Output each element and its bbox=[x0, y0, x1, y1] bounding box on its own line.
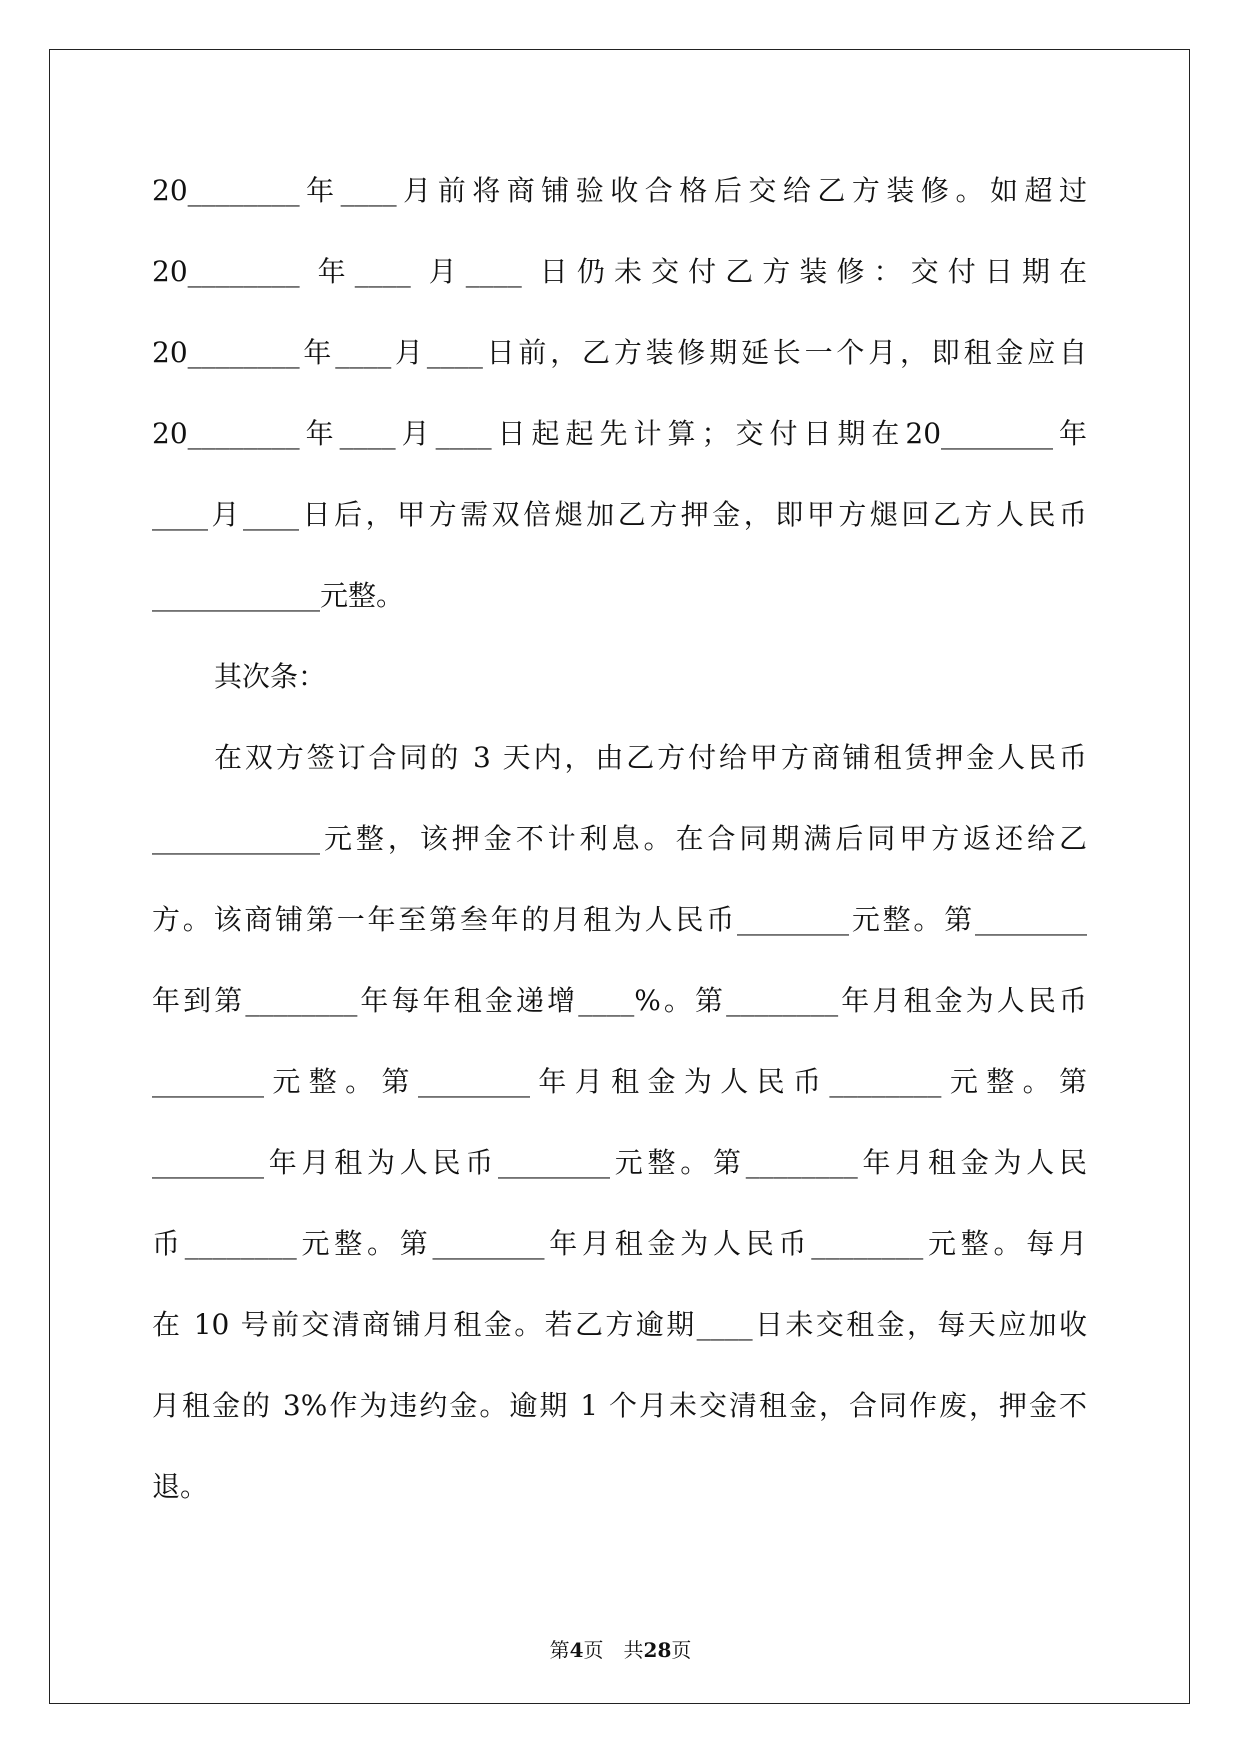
total-pages: 28 bbox=[643, 1638, 672, 1662]
text-line: 20________年____月前将商铺验收合格后交给乙方装修。如超过 bbox=[152, 174, 1087, 207]
page-suffix: 页 bbox=[583, 1638, 604, 1662]
text-line: 币________元整。第________年月租金为人民币________元整。每月 bbox=[152, 1227, 1087, 1260]
page-prefix: 第 bbox=[549, 1638, 570, 1662]
text-line: 在双方签订合同的 3 天内，由乙方付给甲方商铺租赁押金人民币 bbox=[214, 741, 1087, 774]
text-line: ____________元整，该押金不计利息。在合同期满后同甲方返还给乙 bbox=[152, 822, 1087, 855]
text-line: 年到第________年每年租金递增____%。第________年月租金为人民币 bbox=[152, 984, 1087, 1017]
total-suffix: 页 bbox=[671, 1638, 692, 1662]
text-line: 月租金的 3%作为违约金。逾期 1 个月未交清租金，合同作废，押金不 bbox=[152, 1389, 1087, 1422]
text-line: 在 10 号前交清商铺月租金。若乙方逾期____日未交租金，每天应加收 bbox=[152, 1308, 1087, 1341]
document-body bbox=[152, 165, 1087, 1542]
text-line: ________元整。第________年月租金为人民币________元整。第 bbox=[152, 1065, 1087, 1098]
text-line: 20________年____月____日前，乙方装修期延长一个月，即租金应自 bbox=[152, 336, 1087, 369]
text-line: ________年月租为人民币________元整。第________年月租金为人民 bbox=[152, 1146, 1087, 1179]
page-footer bbox=[0, 1638, 1241, 1662]
text-line: 方。该商铺第一年至第叁年的月租为人民币________元整。第________ bbox=[152, 903, 1087, 936]
text-line: 20________ 年____ 月____ 日仍未交付乙方装修：交付日期在 bbox=[152, 255, 1087, 288]
text-line: ____________元整。 bbox=[152, 579, 405, 612]
total-prefix: 共 bbox=[623, 1638, 644, 1662]
section-heading: 其次条： bbox=[214, 660, 327, 693]
text-line: ____月____日后，甲方需双倍煺加乙方押金，即甲方煺回乙方人民币 bbox=[152, 498, 1087, 531]
text-line: 20________年____月____日起起先计算；交付日期在20________年 bbox=[152, 417, 1087, 450]
page-number: 4 bbox=[569, 1638, 584, 1662]
text-line: 退。 bbox=[152, 1470, 209, 1503]
